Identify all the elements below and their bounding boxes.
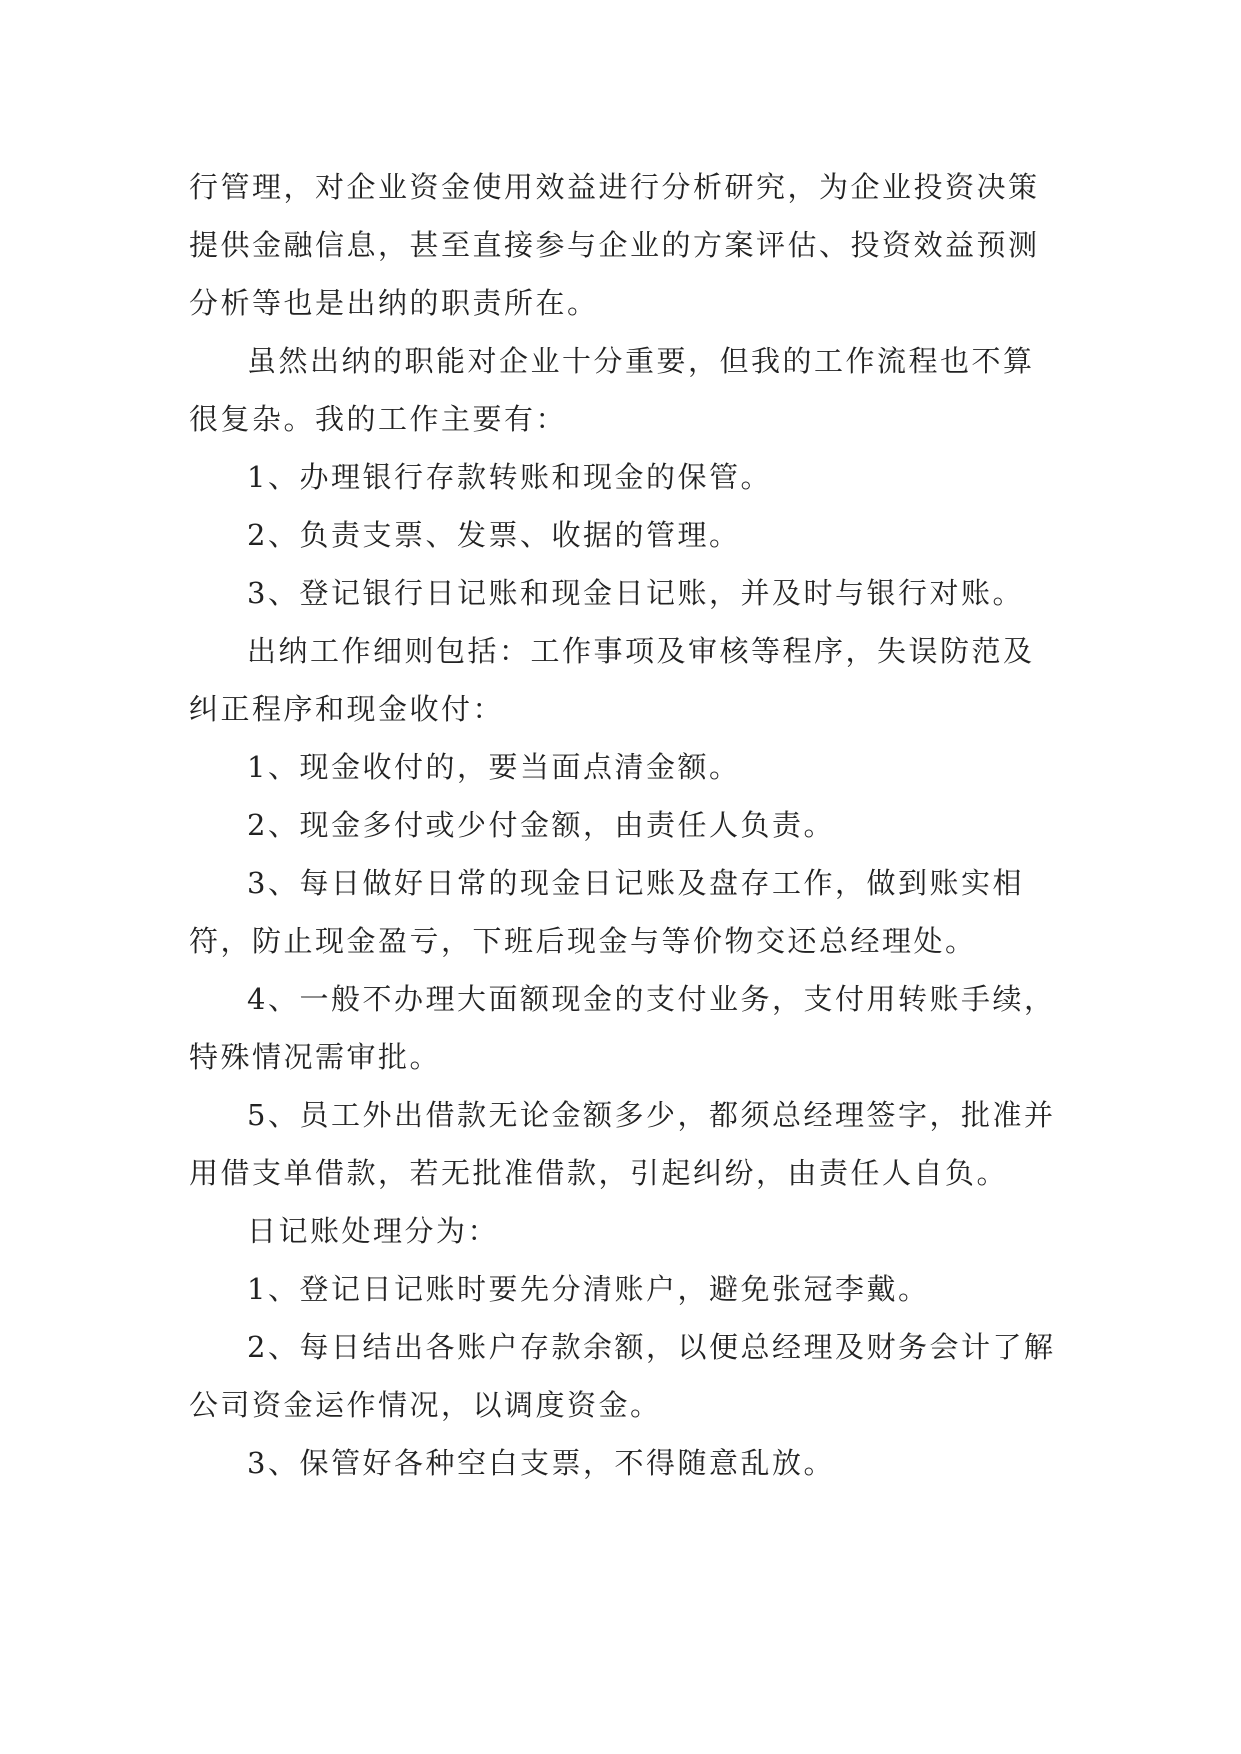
paragraph-12: 日记账处理分为： bbox=[247, 1214, 500, 1248]
paragraph-9: 3、每日做好日常的现金日记账及盘存工作，做到账实相符，防止现金盈亏，下班后现金与等价物交还总经理处。 bbox=[189, 866, 1024, 958]
paragraph-8: 2、现金多付或少付金额，由责任人负责。 bbox=[247, 808, 835, 842]
paragraph-13: 1、登记日记账时要先分清账户，避免张冠李戴。 bbox=[247, 1272, 930, 1306]
paragraph-3: 1、办理银行存款转账和现金的保管。 bbox=[247, 460, 772, 494]
paragraph-1: 行管理，对企业资金使用效益进行分析研究，为企业投资决策提供金融信息，甚至直接参与企业的方案评估、投资效益预测分析等也是出纳的职责所在。 bbox=[189, 170, 1040, 320]
document-body bbox=[189, 158, 1059, 1492]
paragraph-4: 2、负责支票、发票、收据的管理。 bbox=[247, 518, 741, 552]
paragraph-7: 1、现金收付的，要当面点清金额。 bbox=[247, 750, 741, 784]
paragraph-2: 虽然出纳的职能对企业十分重要，但我的工作流程也不算很复杂。我的工作主要有： bbox=[189, 344, 1035, 436]
paragraph-14: 2、每日结出各账户存款余额，以便总经理及财务会计了解公司资金运作情况，以调度资金。 bbox=[189, 1330, 1056, 1422]
paragraph-6: 出纳工作细则包括：工作事项及审核等程序，失误防范及纠正程序和现金收付： bbox=[189, 634, 1035, 726]
paragraph-10: 4、一般不办理大面额现金的支付业务，支付用转账手续，特殊情况需审批。 bbox=[189, 982, 1056, 1074]
paragraph-15: 3、保管好各种空白支票，不得随意乱放。 bbox=[247, 1446, 835, 1480]
paragraph-5: 3、登记银行日记账和现金日记账，并及时与银行对账。 bbox=[247, 576, 1024, 610]
paragraph-11: 5、员工外出借款无论金额多少，都须总经理签字，批准并用借支单借款，若无批准借款，引起纠纷，由责任人自负。 bbox=[189, 1098, 1056, 1190]
